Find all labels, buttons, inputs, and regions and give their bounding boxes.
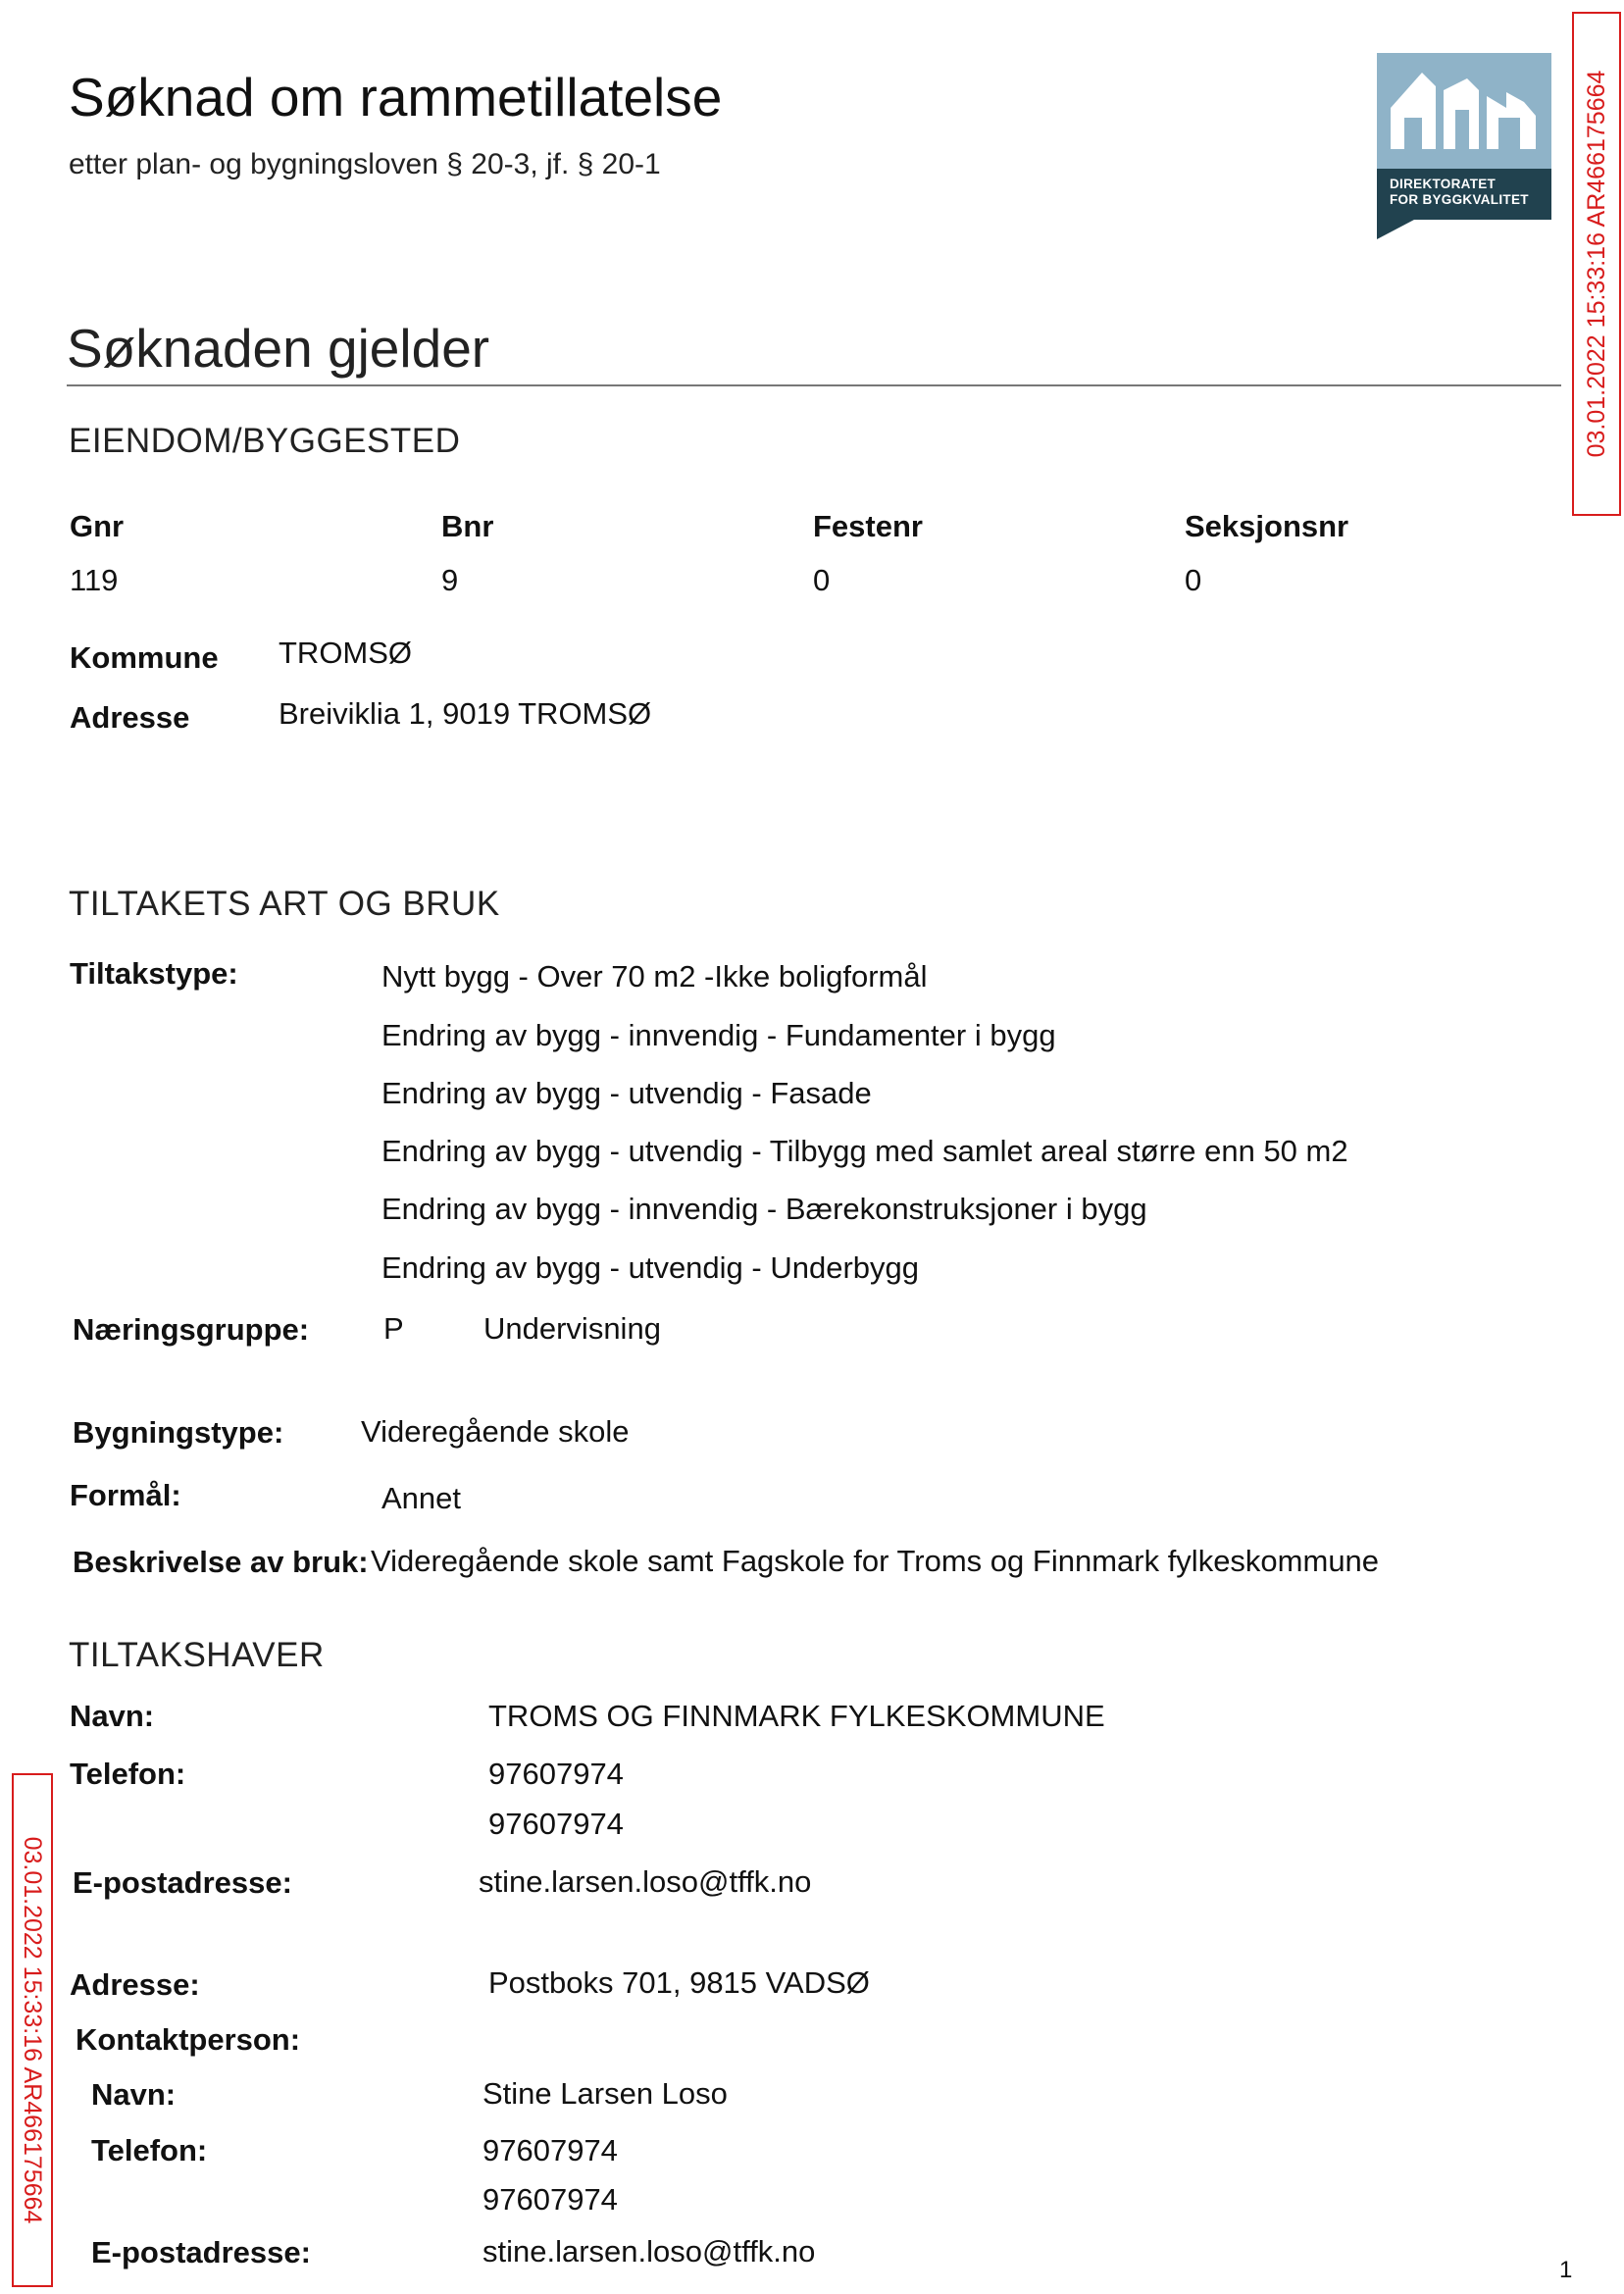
formal-value: Annet: [381, 1481, 462, 1515]
adresse-value: Breiviklia 1, 9019 TROMSØ: [279, 696, 652, 731]
contact-phone-value: 97607974: [482, 2133, 618, 2167]
formal-label: Formål:: [70, 1478, 181, 1512]
applicant-heading: TILTAKSHAVER: [69, 1636, 325, 1674]
contact-person-label: Kontaktperson:: [76, 2022, 301, 2057]
contact-email-value: stine.larsen.loso@tffk.no: [482, 2234, 816, 2269]
applicant-phone-value: 97607974: [488, 1807, 624, 1841]
contact-phone-value: 97607974: [482, 2182, 618, 2217]
festenr-value: 0: [813, 563, 831, 597]
gnr-value: 119: [70, 563, 119, 597]
tiltakstype-label: Tiltakstype:: [70, 956, 238, 991]
measure-heading: TILTAKETS ART OG BRUK: [69, 885, 500, 923]
logo-line-1: DIREKTORATET: [1390, 177, 1497, 191]
tiltakstype-item: Endring av bygg - utvendig - Underbygg: [381, 1250, 919, 1285]
tiltakstype-item: Endring av bygg - utvendig - Fasade: [381, 1076, 872, 1110]
contact-name-label: Navn:: [91, 2077, 177, 2112]
applicant-name-value: TROMS OG FINNMARK FYLKESKOMMUNE: [488, 1699, 1105, 1733]
archive-stamp-right: [1572, 12, 1621, 516]
beskrivelse-label: Beskrivelse av bruk:: [73, 1545, 369, 1579]
contact-name-value: Stine Larsen Loso: [482, 2076, 728, 2111]
kommune-label: Kommune: [70, 640, 219, 675]
beskrivelse-value: Videregående skole samt Fagskole for Troms og Finnmark fylkeskommune: [371, 1544, 1380, 1578]
gnr-label: Gnr: [70, 509, 125, 543]
bygningstype-value: Videregående skole: [361, 1414, 630, 1449]
applicant-email-label: E-postadresse:: [73, 1865, 292, 1900]
stamp-text: 03.01.2022 15:33:16 AR466175664: [19, 1836, 46, 2224]
seksjonsnr-value: 0: [1185, 563, 1202, 597]
applicant-address-label: Adresse:: [70, 1967, 200, 2002]
seksjonsnr-label: Seksjonsnr: [1185, 509, 1349, 543]
applicant-address-value: Postboks 701, 9815 VADSØ: [488, 1965, 870, 2000]
naeringsgruppe-name: Undervisning: [483, 1311, 661, 1346]
applicant-phone-value: 97607974: [488, 1757, 624, 1791]
page-number: 1: [1559, 2257, 1573, 2283]
section-divider: [67, 384, 1561, 386]
tiltakstype-item: Nytt bygg - Over 70 m2 -Ikke boligformål: [381, 959, 928, 994]
section-title: Søknaden gjelder: [67, 318, 490, 379]
tiltakstype-item: Endring av bygg - innvendig - Fundamenter i bygg: [381, 1018, 1056, 1052]
applicant-phone-label: Telefon:: [70, 1757, 186, 1791]
logo-line-2: FOR BYGGKVALITET: [1390, 192, 1529, 207]
archive-stamp-left: [12, 1773, 53, 2287]
bnr-value: 9: [441, 563, 459, 597]
tiltakstype-item: Endring av bygg - utvendig - Tilbygg med samlet areal større enn 50 m2: [381, 1134, 1348, 1168]
bnr-label: Bnr: [441, 509, 494, 543]
stamp-text: 03.01.2022 15:33:16 AR466175664: [1583, 70, 1610, 458]
festenr-label: Festenr: [813, 509, 923, 543]
contact-email-label: E-postadresse:: [91, 2235, 311, 2269]
document-title: Søknad om rammetillatelse: [69, 67, 723, 127]
applicant-name-label: Navn:: [70, 1699, 155, 1733]
naeringsgruppe-code: P: [383, 1311, 404, 1346]
document-subtitle: etter plan- og bygningsloven § 20-3, jf. § 20-1: [69, 148, 661, 180]
property-heading: EIENDOM/BYGGESTED: [69, 422, 461, 460]
contact-phone-label: Telefon:: [91, 2133, 208, 2167]
tiltakstype-item: Endring av bygg - innvendig - Bærekonstruksjoner i bygg: [381, 1192, 1147, 1226]
dibk-logo: [1377, 53, 1551, 239]
bygningstype-label: Bygningstype:: [73, 1415, 284, 1450]
applicant-email-value: stine.larsen.loso@tffk.no: [479, 1864, 812, 1899]
building-logo-icon: [1377, 53, 1551, 169]
kommune-value: TROMSØ: [279, 636, 413, 670]
naeringsgruppe-label: Næringsgruppe:: [73, 1312, 310, 1347]
adresse-label: Adresse: [70, 700, 190, 735]
